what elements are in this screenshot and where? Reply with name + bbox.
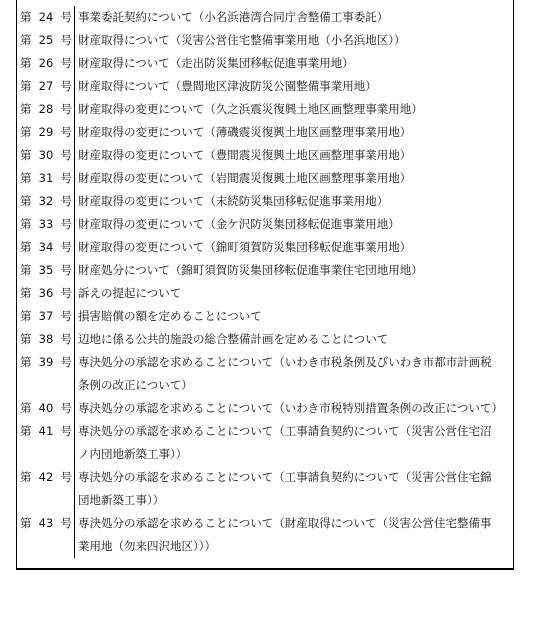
item-prefix: 第 xyxy=(20,125,32,139)
item-prefix: 第 xyxy=(20,79,32,93)
item-prefix: 第 xyxy=(20,332,32,346)
item-suffix: 号 xyxy=(60,33,72,47)
item-num: 29 xyxy=(38,125,54,139)
item-prefix: 第 xyxy=(20,470,32,484)
item-num: 42 xyxy=(38,470,54,484)
agenda-table xyxy=(16,0,514,570)
item-text: 専決処分の承認を求めることについて（いわき市税特別措置条例の改正について） xyxy=(78,401,504,415)
item-num: 28 xyxy=(38,102,54,116)
item-number xyxy=(17,167,75,190)
item-prefix: 第 xyxy=(20,171,32,185)
item-text: 事業委託契約について（小名浜港湾合同庁舎整備工事委託） xyxy=(78,10,389,24)
item-number xyxy=(17,98,75,121)
item-num: 26 xyxy=(38,56,54,70)
item-num: 31 xyxy=(38,171,54,185)
item-text: 訴えの提起について xyxy=(78,286,182,300)
item-suffix: 号 xyxy=(60,79,72,93)
item-suffix: 号 xyxy=(60,194,72,208)
item-suffix: 号 xyxy=(60,470,72,484)
item-num: 41 xyxy=(38,424,54,438)
item-num: 33 xyxy=(38,217,54,231)
item-number xyxy=(17,351,75,397)
item-num: 37 xyxy=(38,309,54,323)
item-number xyxy=(17,75,75,98)
item-text: 専決処分の承認を求めることについて（工事請負契約について（災害公営住宅錦団地新築工事）） xyxy=(78,470,492,507)
list-item xyxy=(17,420,513,466)
item-text: 財産取得の変更について（錦町須賀防災集団移転促進事業用地） xyxy=(78,240,412,254)
list-item xyxy=(17,121,513,144)
list-item xyxy=(17,328,513,351)
item-text: 財産取得の変更について（久之浜震災復興土地区画整理事業用地） xyxy=(78,102,423,116)
item-num: 40 xyxy=(38,401,54,415)
item-number xyxy=(17,144,75,167)
list-item xyxy=(17,213,513,236)
item-text: 辺地に係る公共的施設の総合整備計画を定めることについて xyxy=(78,332,389,346)
item-number xyxy=(17,512,75,558)
item-num: 39 xyxy=(38,355,54,369)
item-num: 32 xyxy=(38,194,54,208)
item-suffix: 号 xyxy=(60,102,72,116)
list-item xyxy=(17,397,513,420)
item-num: 25 xyxy=(38,33,54,47)
item-suffix: 号 xyxy=(60,309,72,323)
list-item xyxy=(17,351,513,397)
item-suffix: 号 xyxy=(60,148,72,162)
item-number xyxy=(17,420,75,466)
item-number xyxy=(17,305,75,328)
item-prefix: 第 xyxy=(20,102,32,116)
item-num: 30 xyxy=(38,148,54,162)
item-text: 専決処分の承認を求めることについて（いわき市税条例及びいわき市都市計画税条例の改正について） xyxy=(78,355,492,392)
item-number xyxy=(17,29,75,52)
item-suffix: 号 xyxy=(60,240,72,254)
item-suffix: 号 xyxy=(60,424,72,438)
item-num: 43 xyxy=(38,516,54,530)
item-prefix: 第 xyxy=(20,516,32,530)
item-prefix: 第 xyxy=(20,217,32,231)
item-prefix: 第 xyxy=(20,240,32,254)
item-number xyxy=(17,466,75,512)
item-suffix: 号 xyxy=(60,10,72,24)
item-text: 損害賠償の額を定めることについて xyxy=(78,309,262,323)
item-prefix: 第 xyxy=(20,148,32,162)
list-item xyxy=(17,305,513,328)
list-item xyxy=(17,512,513,558)
item-num: 38 xyxy=(38,332,54,346)
item-number xyxy=(17,259,75,282)
list-item xyxy=(17,75,513,98)
item-text: 財産取得の変更について（末続防災集団移転促進事業用地） xyxy=(78,194,389,208)
item-prefix: 第 xyxy=(20,194,32,208)
item-suffix: 号 xyxy=(60,401,72,415)
item-suffix: 号 xyxy=(60,332,72,346)
item-prefix: 第 xyxy=(20,309,32,323)
item-suffix: 号 xyxy=(60,217,72,231)
item-prefix: 第 xyxy=(20,33,32,47)
item-text: 財産取得の変更について（金ケ沢防災集団移転促進事業用地） xyxy=(78,217,400,231)
item-suffix: 号 xyxy=(60,171,72,185)
item-num: 35 xyxy=(38,263,54,277)
item-suffix: 号 xyxy=(60,355,72,369)
item-text: 財産取得について（災害公営住宅整備事業用地（小名浜地区）） xyxy=(78,33,406,47)
item-text: 財産処分について（錦町須賀防災集団移転促進事業住宅団地用地） xyxy=(78,263,423,277)
list-item xyxy=(17,167,513,190)
list-item xyxy=(17,282,513,305)
list-item xyxy=(17,52,513,75)
item-suffix: 号 xyxy=(60,125,72,139)
list-item xyxy=(17,236,513,259)
item-number xyxy=(17,397,75,420)
item-text: 専決処分の承認を求めることについて（工事請負契約について（災害公営住宅沼ノ内団地新築工事）） xyxy=(78,424,492,461)
item-number xyxy=(17,52,75,75)
item-text: 専決処分の承認を求めることについて（財産取得について（災害公営住宅整備事業用地（勿来四沢地区））） xyxy=(78,516,492,553)
item-prefix: 第 xyxy=(20,263,32,277)
item-prefix: 第 xyxy=(20,286,32,300)
list-item xyxy=(17,98,513,121)
item-number xyxy=(17,213,75,236)
item-suffix: 号 xyxy=(60,516,72,530)
item-num: 36 xyxy=(38,286,54,300)
item-prefix: 第 xyxy=(20,10,32,24)
item-text: 財産取得の変更について（豊間震災復興土地区画整理事業用地） xyxy=(78,148,412,162)
item-text: 財産取得について（走出防災集団移転促進事業用地） xyxy=(78,56,354,70)
item-text: 財産取得について（豊間地区津波防災公園整備事業用地） xyxy=(78,79,377,93)
item-text: 財産取得の変更について（薄磯震災復興土地区画整理事業用地） xyxy=(78,125,412,139)
item-prefix: 第 xyxy=(20,355,32,369)
item-prefix: 第 xyxy=(20,56,32,70)
item-suffix: 号 xyxy=(60,286,72,300)
list-item xyxy=(17,144,513,167)
list-item xyxy=(17,466,513,512)
item-number xyxy=(17,190,75,213)
item-text: 財産取得の変更について（岩間震災復興土地区画整理事業用地） xyxy=(78,171,412,185)
item-suffix: 号 xyxy=(60,56,72,70)
item-number xyxy=(17,236,75,259)
item-prefix: 第 xyxy=(20,401,32,415)
item-prefix: 第 xyxy=(20,424,32,438)
item-num: 27 xyxy=(38,79,54,93)
list-item xyxy=(17,29,513,52)
list-item xyxy=(17,259,513,282)
agenda-rows xyxy=(17,6,513,558)
list-item xyxy=(17,190,513,213)
item-suffix: 号 xyxy=(60,263,72,277)
item-number xyxy=(17,328,75,351)
item-num: 34 xyxy=(38,240,54,254)
item-num: 24 xyxy=(38,10,54,24)
item-number xyxy=(17,6,75,29)
list-item xyxy=(17,6,513,29)
item-number xyxy=(17,121,75,144)
item-number xyxy=(17,282,75,305)
